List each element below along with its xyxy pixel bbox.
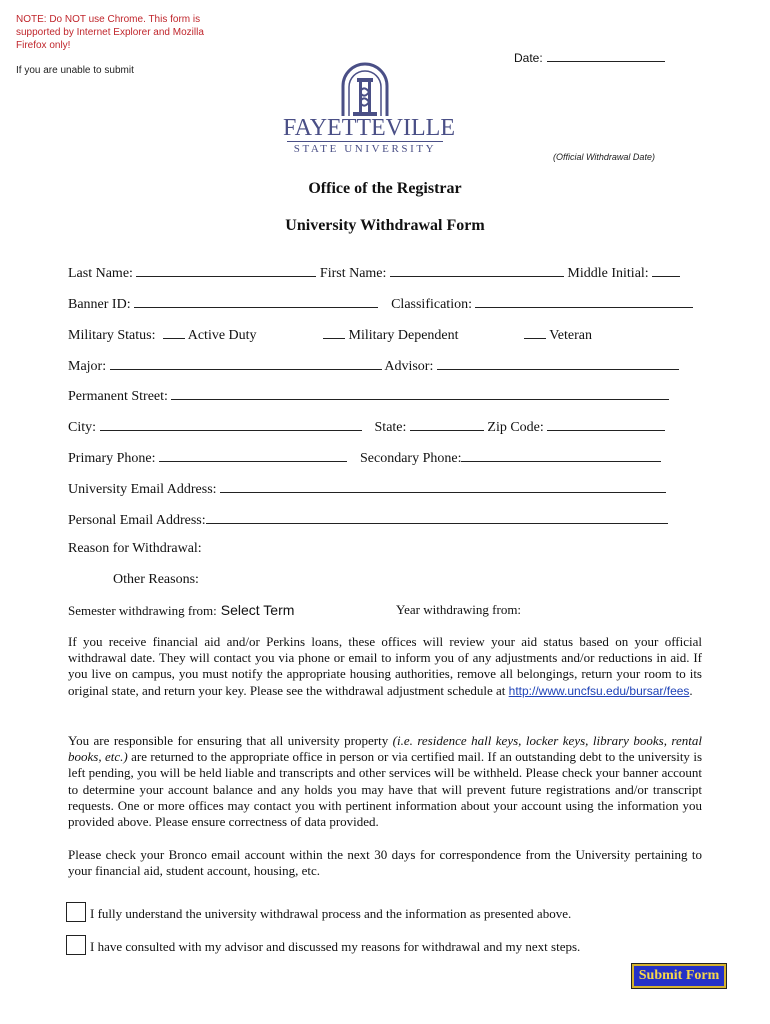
primary-phone-label: Primary Phone: <box>68 451 156 466</box>
active-duty-input[interactable] <box>163 326 185 339</box>
first-name-label: First Name: <box>319 266 387 281</box>
military-status-label: Military Status: <box>68 328 156 343</box>
unable-to-submit-text: If you are unable to submit <box>16 65 134 76</box>
classification-input[interactable] <box>475 295 693 308</box>
other-reasons-label: Other Reasons: <box>113 572 199 587</box>
consulted-checkbox[interactable] <box>66 935 86 955</box>
city-row <box>68 418 665 436</box>
secondary-phone-label: Secondary Phone: <box>360 451 462 466</box>
military-dependent-label: Military Dependent <box>348 328 459 343</box>
office-title: Office of the Registrar <box>308 180 462 197</box>
middle-initial-label: Middle Initial: <box>567 266 649 281</box>
zip-input[interactable] <box>547 418 665 431</box>
banner-id-label: Banner ID: <box>68 297 131 312</box>
date-label: Date: <box>514 51 543 65</box>
responsibility-paragraph <box>68 733 702 830</box>
personal-email-label: Personal Email Address: <box>68 513 206 528</box>
military-dependent-input[interactable] <box>323 326 345 339</box>
military-row <box>68 326 708 344</box>
personal-email-input[interactable] <box>206 511 668 524</box>
semester-row <box>68 602 708 622</box>
city-label: City: <box>68 420 97 435</box>
university-logo <box>283 62 455 158</box>
reason-label: Reason for Withdrawal: <box>68 541 202 556</box>
submit-form-button[interactable]: Submit Form <box>632 964 726 988</box>
veteran-label: Veteran <box>549 328 593 343</box>
personal-email-row <box>68 511 668 529</box>
date-field <box>514 49 665 65</box>
bursar-fees-link[interactable]: http://www.uncfsu.edu/bursar/fees <box>508 683 690 698</box>
year-label: Year withdrawing from: <box>396 602 522 617</box>
major-input[interactable] <box>110 357 382 370</box>
advisor-label: Advisor: <box>384 359 434 374</box>
responsibility-text-b: are returned to the appropriate office in person or via certified mail. If an outstanding debt to the university is left pending, you will be held liable and transcripts and other services will be withheld. Please check your banner account to determine your account balance and any holds you may have that will prevent future registrations and/or transcript requests. One or more offices may contact you with pertinent information about your account using the information you provided above. Please ensure correctness of data provided. <box>68 749 703 830</box>
consulted-label: I have consulted with my advisor and discussed my reasons for withdrawal and my next steps. <box>90 939 581 954</box>
state-input[interactable] <box>410 418 484 431</box>
primary-phone-input[interactable] <box>159 449 347 462</box>
understand-check-row <box>66 902 571 922</box>
logo-rule <box>287 141 443 142</box>
consulted-check-row <box>66 935 580 955</box>
understand-checkbox[interactable] <box>66 902 86 922</box>
permanent-street-label: Permanent Street: <box>68 389 168 404</box>
zip-label: Zip Code: <box>487 420 544 435</box>
classification-label: Classification: <box>391 297 472 312</box>
advisor-input[interactable] <box>437 357 679 370</box>
university-crest-icon <box>335 62 395 116</box>
university-email-input[interactable] <box>220 480 666 493</box>
understand-label: I fully understand the university withdrawal process and the information as presented above. <box>90 906 572 921</box>
state-label: State: <box>374 420 407 435</box>
middle-initial-input[interactable] <box>652 264 680 277</box>
responsibility-text-a: You are responsible for ensuring that all university property <box>68 733 389 748</box>
university-email-row <box>68 480 666 498</box>
major-label: Major: <box>68 359 107 374</box>
financial-aid-paragraph: If you receive financial aid and/or Perkins loans, these offices will review your aid status based on your official withdrawal date. They will contact you via phone or email to inform you of any adjustments and/or reductions in aid. If you live on campus, you must notify the appropriate housing authorities, remove all belongings, return your room to its original state, and return your key. Please see the withdrawal adjustment schedule at http://www.uncfsu.edu/bursar/fees. <box>68 634 702 698</box>
bronco-email-paragraph: Please check your Bronco email account within the next 30 days for correspondence from the University pertaining to your financial aid, student account, housing, etc. <box>68 847 702 879</box>
browser-note: NOTE: Do NOT use Chrome. This form is supported by Internet Explorer and Mozilla Firefox only! <box>16 14 204 51</box>
logo-subword: STATE UNIVERSITY <box>293 143 437 155</box>
form-title: University Withdrawal Form <box>285 217 485 234</box>
first-name-input[interactable] <box>390 264 564 277</box>
secondary-phone-input[interactable] <box>461 449 661 462</box>
official-date-caption: (Official Withdrawal Date) <box>553 152 655 162</box>
last-name-input[interactable] <box>136 264 316 277</box>
logo-wordmark: FAYETTEVILLE <box>283 115 455 141</box>
street-row <box>68 387 669 405</box>
responsibility-italic: (i.e. residence hall keys, locker keys, library books, rental books, etc.) <box>68 733 703 765</box>
city-input[interactable] <box>100 418 362 431</box>
veteran-input[interactable] <box>524 326 546 339</box>
last-name-label: Last Name: <box>68 266 133 281</box>
university-email-label: University Email Address: <box>68 482 217 497</box>
semester-select[interactable]: Select Term <box>220 602 295 618</box>
financial-aid-text: If you receive financial aid and/or Perkins loans, these offices will review your aid status based on your official withdrawal date. They will contact you via phone or email to inform you of any adjustments and/or reductions in aid. If you live on campus, you must notify the appropriate housing authorities, remove all belongings, return your room to its original state, and return your key. Please see the withdrawal adjustment schedule at <box>68 634 702 698</box>
date-input-line[interactable] <box>547 49 665 62</box>
name-row <box>68 264 680 282</box>
major-row <box>68 357 679 375</box>
phone-row <box>68 449 661 467</box>
banner-id-input[interactable] <box>134 295 378 308</box>
active-duty-label: Active Duty <box>187 328 257 343</box>
permanent-street-input[interactable] <box>171 387 669 400</box>
banner-row <box>68 295 693 313</box>
semester-label: Semester withdrawing from: <box>68 603 217 618</box>
